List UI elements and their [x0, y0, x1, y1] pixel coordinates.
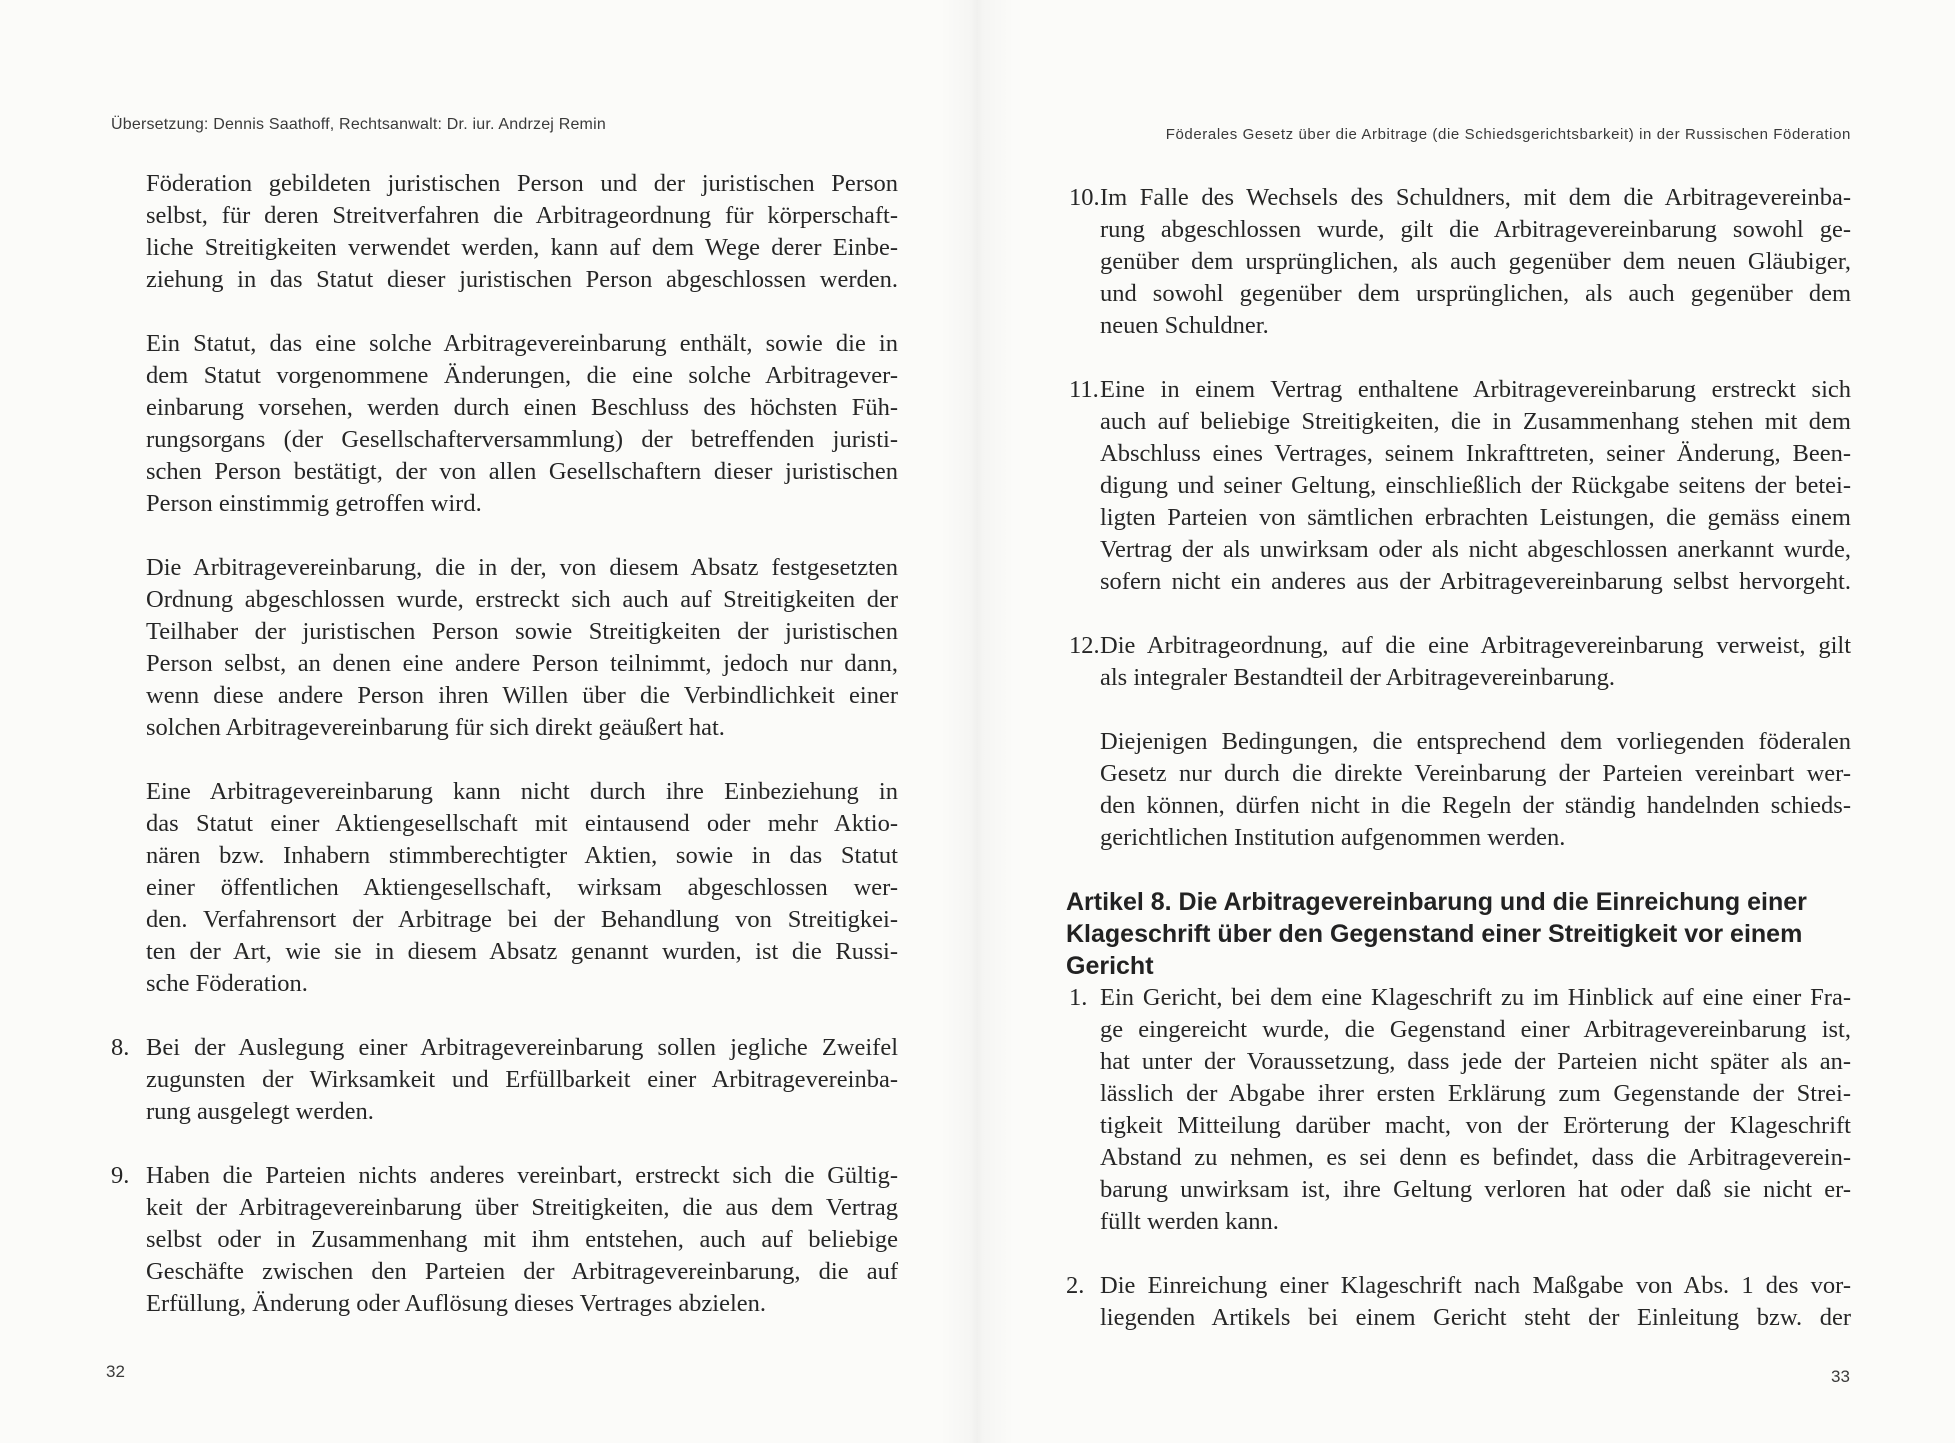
- numbered-item-11: [1069, 374, 1851, 598]
- text-line: das Statut einer Aktiengesellschaft mit eintausend oder mehr Aktio-: [146, 810, 898, 837]
- text-line: rungsorgans (der Gesellschafterversammlung) der betreffenden juristi-: [146, 426, 898, 453]
- text-line: füllt werden kann.: [1100, 1208, 1279, 1235]
- text-line: ten der Art, wie sie in diesem Absatz genannt wurden, ist die Russi-: [146, 938, 898, 965]
- text-line: Person einstimmig getroffen wird.: [146, 490, 482, 517]
- text-line: den. Verfahrensort der Arbitrage bei der Behandlung von Streitigkei-: [146, 906, 898, 933]
- item-number: 1.: [1069, 984, 1088, 1011]
- text-line: als integraler Bestandteil der Arbitragevereinbarung.: [1100, 664, 1615, 691]
- text-line: dem Statut vorgenommene Änderungen, die eine solche Arbitragever-: [146, 362, 898, 389]
- text-line: rung abgeschlossen wurde, gilt die Arbitragevereinbarung sowohl ge-: [1100, 216, 1851, 243]
- article-heading-line: Artikel 8. Die Arbitragevereinbarung und die Einreichung einer: [1066, 888, 1807, 916]
- item-number: 11.: [1069, 376, 1099, 403]
- article-heading: [1066, 886, 1851, 982]
- text-line: Ordnung abgeschlossen wurde, erstreckt sich auch auf Streitigkeiten der: [146, 586, 898, 613]
- text-line: Im Falle des Wechsels des Schuldners, mit dem die Arbitragevereinba-: [1100, 184, 1851, 211]
- text-line: Abstand zu nehmen, es sei denn es befindet, dass die Arbitrageverein-: [1100, 1144, 1851, 1171]
- text-line: Föderation gebildeten juristischen Person und der juristischen Person: [146, 170, 898, 197]
- text-line: zugunsten der Wirksamkeit und Erfüllbarkeit einer Arbitragevereinba-: [146, 1066, 898, 1093]
- article-item-1: [1069, 982, 1851, 1238]
- text-line: Ein Gericht, bei dem eine Klageschrift zu im Hinblick auf eine einer Fra-: [1100, 984, 1851, 1011]
- text-line: neuen Schuldner.: [1100, 312, 1269, 339]
- text-line: Die Einreichung einer Klageschrift nach Maßgabe von Abs. 1 des vor-: [1100, 1272, 1851, 1299]
- item-number: 9.: [111, 1162, 130, 1189]
- numbered-item-12: [1069, 630, 1851, 694]
- paragraph: [146, 168, 898, 296]
- text-line: den können, dürfen nicht in die Regeln der ständig handelnden schieds-: [1100, 792, 1851, 819]
- text-line: Geschäfte zwischen den Parteien der Arbitragevereinbarung, die auf: [146, 1258, 898, 1285]
- numbered-item-10: [1069, 182, 1851, 342]
- item-number: 10.: [1069, 184, 1100, 211]
- text-line: sofern nicht ein anderes aus der Arbitragevereinbarung selbst hervorgeht.: [1100, 568, 1851, 595]
- text-line: solchen Arbitragevereinbarung für sich direkt geäußert hat.: [146, 714, 725, 741]
- text-line: hat unter der Voraussetzung, dass jede der Parteien nicht später als an-: [1100, 1048, 1851, 1075]
- text-line: und sowohl gegenüber dem ursprünglichen, als auch gegenüber dem: [1100, 280, 1851, 307]
- paragraph: [146, 328, 898, 520]
- text-line: Eine Arbitragevereinbarung kann nicht durch ihre Einbeziehung in: [146, 778, 898, 805]
- text-line: ligten Parteien von sämtlichen erbrachten Leistungen, die gemäss einem: [1100, 504, 1851, 531]
- text-line: Die Arbitrageordnung, auf die eine Arbitragevereinbarung verweist, gilt: [1100, 632, 1851, 659]
- text-line: Haben die Parteien nichts anderes vereinbart, erstreckt sich die Gültig-: [146, 1162, 898, 1189]
- text-line: ziehung in das Statut dieser juristischen Person abgeschlossen werden.: [146, 266, 898, 293]
- text-line: lässlich der Abgabe ihrer ersten Erklärung zum Gegenstande der Strei-: [1100, 1080, 1851, 1107]
- text-line: liche Streitigkeiten verwendet werden, kann auf dem Wege derer Einbe-: [146, 234, 898, 261]
- text-line: Person selbst, an denen eine andere Person teilnimmt, jedoch nur dann,: [146, 650, 898, 677]
- text-line: gerichtlichen Institution aufgenommen werden.: [1100, 824, 1566, 851]
- text-line: einer öffentlichen Aktiengesellschaft, wirksam abgeschlossen wer-: [146, 874, 898, 901]
- paragraph: [146, 552, 898, 744]
- text-line: sche Föderation.: [146, 970, 308, 997]
- text-line: wenn diese andere Person ihren Willen über die Verbindlichkeit einer: [146, 682, 898, 709]
- item-number: 8.: [111, 1034, 130, 1061]
- text-line: genüber dem ursprünglichen, als auch gegenüber dem neuen Gläubiger,: [1100, 248, 1851, 275]
- page-number-left: 32: [106, 1362, 125, 1381]
- text-line: auch auf beliebige Streitigkeiten, die in Zusammenhang stehen mit dem: [1100, 408, 1851, 435]
- paragraph: [146, 776, 898, 1000]
- item-number: 12.: [1069, 632, 1100, 659]
- text-line: Eine in einem Vertrag enthaltene Arbitragevereinbarung erstreckt sich: [1100, 376, 1851, 403]
- text-line: Teilhaber der juristischen Person sowie Streitigkeiten der juristischen: [146, 618, 898, 645]
- text-line: einbarung vorsehen, werden durch einen Beschluss des höchsten Füh-: [146, 394, 898, 421]
- text-line: keit der Arbitragevereinbarung über Streitigkeiten, die aus dem Vertrag: [146, 1194, 898, 1221]
- running-header-left: Übersetzung: Dennis Saathoff, Rechtsanwalt: Dr. iur. Andrzej Remin: [111, 116, 606, 133]
- text-line: rung ausgelegt werden.: [146, 1098, 374, 1125]
- text-line: digung und seiner Geltung, einschließlich der Rückgabe seitens der betei-: [1100, 472, 1851, 499]
- article-heading-line: Klageschrift über den Gegenstand einer Streitigkeit vor einem: [1066, 920, 1803, 948]
- numbered-item-8: [111, 1032, 898, 1128]
- running-header-right: Föderales Gesetz über die Arbitrage (die Schiedsgerichtsbarkeit) in der Russischen Föderation: [1165, 126, 1851, 143]
- text-line: Die Arbitragevereinbarung, die in der, von diesem Absatz festgesetzten: [146, 554, 898, 581]
- text-line: selbst oder in Zusammenhang mit ihm entstehen, auch auf beliebige: [146, 1226, 898, 1253]
- right-page-body: [1066, 182, 1851, 1334]
- text-line: selbst, für deren Streitverfahren die Arbitrageordnung für körperschaft-: [146, 202, 898, 229]
- item-number: 2.: [1066, 1272, 1085, 1299]
- text-line: Gesetz nur durch die direkte Vereinbarung der Parteien vereinbart wer-: [1100, 760, 1851, 787]
- paragraph: [1100, 726, 1851, 854]
- text-line: Abschluss eines Vertrages, seinem Inkrafttreten, seiner Änderung, Been-: [1100, 440, 1851, 467]
- text-line: tigkeit Mitteilung darüber macht, von der Erörterung der Klageschrift: [1100, 1112, 1851, 1139]
- text-line: ge eingereicht wurde, die Gegenstand einer Arbitragevereinbarung ist,: [1100, 1016, 1851, 1043]
- text-line: Diejenigen Bedingungen, die entsprechend dem vorliegenden föderalen: [1100, 728, 1851, 755]
- text-line: liegenden Artikels bei einem Gericht steht der Einleitung bzw. der: [1100, 1304, 1851, 1331]
- numbered-item-9: [111, 1160, 898, 1320]
- text-line: barung unwirksam ist, ihre Geltung verloren hat oder daß sie nicht er-: [1100, 1176, 1851, 1203]
- text-line: Erfüllung, Änderung oder Auflösung dieses Vertrages abzielen.: [146, 1290, 767, 1317]
- left-page-body: [111, 168, 898, 1352]
- page-number-right: 33: [1831, 1367, 1850, 1386]
- text-line: schen Person bestätigt, der von allen Gesellschaftern dieser juristischen: [146, 458, 898, 485]
- text-line: Ein Statut, das eine solche Arbitragevereinbarung enthält, sowie die in: [146, 330, 898, 357]
- article-heading-line: Gericht: [1066, 952, 1154, 980]
- page-gutter-shadow: [940, 0, 1014, 1443]
- article-item-2: [1066, 1270, 1851, 1334]
- text-line: Bei der Auslegung einer Arbitragevereinbarung sollen jegliche Zweifel: [146, 1034, 898, 1061]
- text-line: Vertrag der als unwirksam oder als nicht abgeschlossen anerkannt wurde,: [1100, 536, 1851, 563]
- text-line: nären bzw. Inhabern stimmberechtigter Aktien, sowie in das Statut: [146, 842, 898, 869]
